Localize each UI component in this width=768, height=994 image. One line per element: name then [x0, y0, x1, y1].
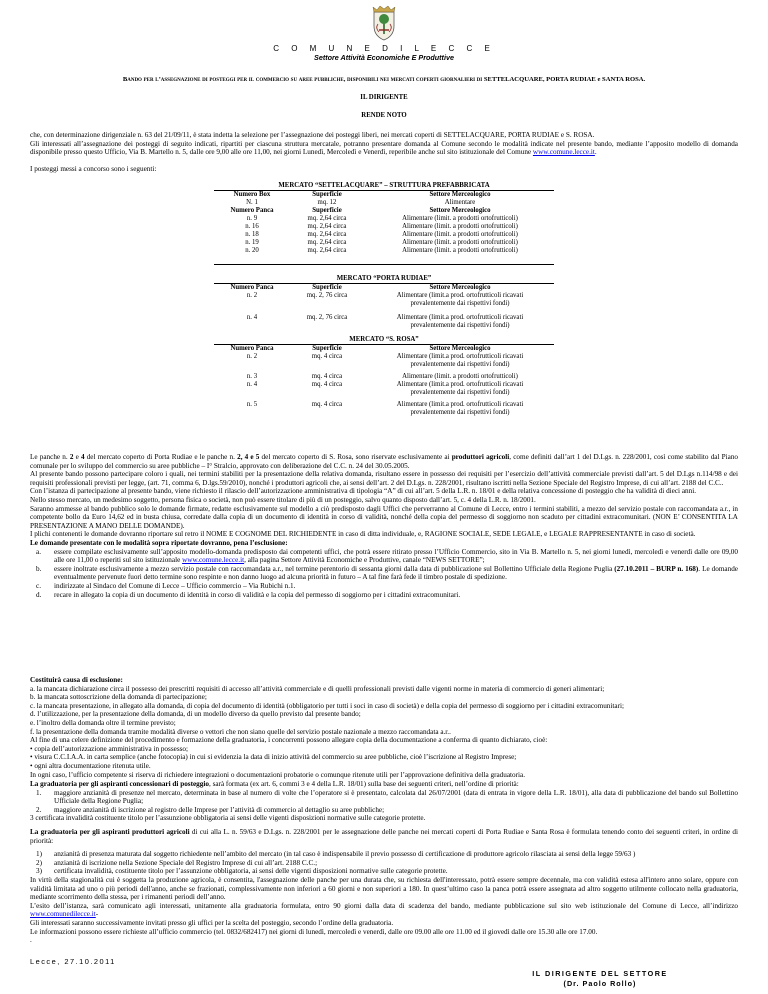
- comune-website-link[interactable]: www.comune.lecce.it: [532, 148, 595, 157]
- cell-superficie: mq. 4 circa: [311, 381, 343, 388]
- cell-superficie: mq. 4 circa: [311, 373, 343, 380]
- cell-numero: n. 9: [246, 215, 258, 222]
- comune-website-link[interactable]: www.comune.lecce.it: [182, 556, 245, 565]
- conditions-block: [30, 453, 738, 599]
- cell-superficie: mq. 2,64 circa: [307, 231, 347, 238]
- list-marker: b.: [36, 564, 42, 573]
- table-row: [222, 381, 548, 397]
- dirigente-heading: IL DIRIGENTE: [360, 94, 408, 101]
- table-row: [222, 353, 548, 369]
- esclusione-item: e. l’inoltro della domanda oltre il termine previsto;: [30, 718, 176, 727]
- graduatoria2-p2: [30, 902, 738, 919]
- cell-numero: n. 4: [246, 314, 258, 321]
- cell-superficie: mq. 2,64 circa: [307, 239, 347, 246]
- intro-block: [30, 131, 738, 173]
- bando-prefix: Bando per l’assegnazione di posteggi per il commercio su aree pubbliche, disponibili nei mercati coperti giornalieri di: [122, 76, 484, 83]
- cell-numero: n. 18: [245, 231, 259, 238]
- graduatoria1-title-rest: , sarà formata (ex art. 6, commi 3 e 4 della L.R. 18/01) sulla base dei seguenti criteri, nell’ordine di priorità:: [208, 780, 519, 788]
- intro-p1a: che, con determinazione dirigenziale n. 63 del 21/09/11, è stata indetta la selezione per l’assegnazione dei posteggi liberi, nei mercati coperti di SETTELACQUARE, PORTA RUDIAE e S. ROSA.: [30, 131, 595, 139]
- esclusione-item: In ogni caso, l’ufficio competente si riserva di richiedere integrazioni o documentazioni probatorie o comunque ritenute utili per l’approvazione definitiva della graduatoria.: [30, 770, 526, 779]
- list-marker: d.: [36, 590, 42, 599]
- graduatoria2-block: [30, 828, 738, 945]
- mercato1-title: MERCATO “SETTELACQUARE” – STRUTTURA PREFABBRICATA: [278, 182, 490, 189]
- cell-numero: n. 19: [245, 239, 259, 246]
- col-settore: Settore Merceologico: [429, 191, 491, 198]
- list-text: [54, 565, 738, 582]
- table-row: [222, 401, 548, 417]
- list-text: indirizzate al Sindaco del Comune di Lecce – Ufficio commercio – Via Rubichi n.1.: [54, 581, 296, 590]
- bando-markets: SETTELACQUARE, PORTA RUDIAE e SANTA ROSA.: [483, 76, 646, 83]
- cell-settore: Alimentare (limit.a prod. ortofrutticoli ricavati prevalentemente dai rispettivi fondi): [396, 401, 524, 416]
- cell-superficie: mq. 2,64 circa: [307, 215, 347, 222]
- body-l1-e: del mercato coperto di Porta Rudiae e le panche n.: [84, 453, 238, 461]
- list-text-a: essere inoltrate esclusivamente a mezzo servizio postale con raccomandata a.r., nel termine perentorio di sessanta giorni dalla data di pubblicazione sul Bollettino Ufficiale della Regione Puglia: [54, 564, 615, 573]
- col-settore: Settore Merceologico: [429, 345, 491, 352]
- esclusione-item: • ogni altra documentazione ritenuta utile.: [30, 761, 151, 770]
- col-superficie: Superficie: [312, 191, 342, 198]
- cell-superficie: mq. 2,64 circa: [307, 247, 347, 254]
- body-l1-a: Le panche n.: [30, 453, 70, 461]
- body-p6: I plichi contenenti le domande dovranno riportare sul retro il NOME E COGNOME DEL RICHIEDENTE in caso di ditta individuale, e, RAGIONE SOCIALE, SEDE LEGALE, e LEGALE RAPPRESENTANTE in caso di società.: [30, 530, 696, 539]
- list-text: maggiore anzianità di iscrizione al registro delle Imprese per l’attività di commercio al dettaglio su aree pubbliche;: [54, 805, 385, 814]
- body-l1-f: 2, 4 e 5: [237, 453, 260, 461]
- body-l1-h: produttori agricoli: [451, 453, 510, 461]
- body-l1-d: 4: [80, 453, 85, 461]
- table-row: [222, 373, 548, 381]
- graduatoria1-title: [30, 780, 738, 789]
- list-text-b: , alla pagina Settore Attività Economiche e Produttive, canale “NEWS SETTORE”;: [244, 556, 485, 565]
- cell-superficie: mq. 2,64 circa: [307, 223, 347, 230]
- col-superficie: Superficie: [312, 207, 342, 214]
- graduatoria1-block: [30, 780, 738, 823]
- cell-superficie: mq. 12: [317, 199, 337, 206]
- cell-numero: n. 20: [245, 247, 259, 254]
- mercato2-head: [222, 284, 548, 292]
- list-marker: 1): [36, 850, 42, 859]
- body-l1-g: del mercato coperto di S. Rosa, sono riservate esclusivamente ai: [259, 453, 452, 461]
- mercato1-bottom-rule: [214, 264, 554, 265]
- list-marker: 1.: [36, 788, 42, 797]
- list-marker: c.: [36, 581, 41, 590]
- mercato1-head1: [222, 191, 548, 199]
- mercato1-table: [222, 191, 548, 255]
- table-row: [222, 292, 548, 308]
- list-marker: 2.: [36, 805, 42, 814]
- cell-settore: Alimentare (limit. a prodotti ortofrutticoli): [402, 231, 518, 238]
- table-row: [222, 247, 548, 255]
- list-text-b: . Le domande eventualmente pervenute fuori detto termine sono respinte e non danno luogo ad alcuna priorità in futuro – A tal fine farà fede il timbro postale di spedizione.: [54, 564, 738, 582]
- list-text: anzianità di presenza maturata dal soggetto richiedente nell’ambito del mercato (in tal caso è indispensabile il previo possesso di certificazione di produttore agricolo rilasciata ai sensi della legge 59/63 ): [54, 850, 636, 859]
- cell-settore: Alimentare (limit. a prodotti ortofrutticoli): [402, 223, 518, 230]
- list-text: [54, 548, 738, 565]
- graduatoria2-p1: In virtù della stagionalità cui è soggetta la produzione agricola, è consentita, l'assegnazione delle panche per una durata che, su richiesta dell'interessato, potrà essere sempre decennale, ma con validità estesa all'intero anno solare, oppure con validità limitata ad uno o più periodi dell'anno, anche se frazionati, complessivamente non inferiori a 60 giorni e non superiori a 180. In quest’ultimo caso la panca potrà essere assegnata ad altro soggetto utilmente collocato nella graduatoria, mediante scorrimento della stessa, per i rimanenti periodi dell’anno.: [30, 875, 738, 902]
- cell-numero: n. 4: [246, 381, 258, 388]
- cell-settore: Alimentare (limit. a prodotti ortofrutticoli): [402, 239, 518, 246]
- list-text-a: essere compilate esclusivamente sull’apposito modello-domanda predisposto dai competenti uffici, che potrà essere ritirato presso l’Ufficio Commercio, sito in Via B. Martello n. 5, nei giorni lunedì, mercoledì e venerdì dalle ore 09,00 alle ore 11,00 o reperiti sul sito istituzionale: [54, 547, 738, 565]
- list-item: [30, 591, 738, 600]
- col-settore: Settore Merceologico: [429, 284, 491, 291]
- list-marker: a.: [36, 547, 41, 556]
- esclusione-title: Costituirà causa di esclusione:: [30, 676, 123, 684]
- cell-superficie: mq. 4 circa: [311, 353, 343, 360]
- settore-subtitle: Settore Attività Economiche E Produttive: [314, 53, 454, 62]
- body-p4: Nello stesso mercato, un medesimo soggetto, persona fisica o società, non può essere titolare di più di un posteggio, salvo quanto disposto dall’art. 5, c. 4 della L.R. n. 18/2001.: [30, 495, 536, 504]
- body-l1-c: e: [73, 453, 81, 461]
- mercato3-head: [222, 345, 548, 353]
- rende-noto-heading: RENDE NOTO: [361, 112, 407, 119]
- intro-p1b-text: Gli interessati all’assegnazione dei posteggi di seguito indicati, ripartiti per ciascuna struttura mercatale, potranno presentare domanda al Comune secondo le modalità indicate nel presente bando, mediante l’apposito modello di domanda disponibile presso questo Ufficio, Via B. Martello n. 5, dalle ore 9,00 alle ore 11,00, nei giorni Lunedì, Mercoledì e Venerdì, reperibile anche sul sito istituzionale del Comune: [30, 139, 738, 157]
- cell-numero: N. 1: [246, 199, 258, 206]
- intro-p2: I posteggi messi a concorso sono i seguenti:: [30, 164, 157, 173]
- esclusione-item: a. la mancata dichiarazione circa il possesso dei prescritti requisiti di accesso all’attività commerciale e di quelli professionali previsti dalle vigenti norme in materia di commercio di generi alimentari;: [30, 684, 605, 693]
- table-row: [222, 231, 548, 239]
- list-text-bold: (27.10.2011 – BURP n. 168): [614, 564, 699, 573]
- cell-settore: Alimentare (limit.a prod. ortofrutticoli ricavati prevalentemente dai rispettivi fondi): [396, 314, 524, 329]
- cell-numero: n. 2: [246, 292, 258, 299]
- list-item: [30, 850, 738, 859]
- list-item: [30, 582, 738, 591]
- bando-title: [20, 76, 748, 85]
- signature-name: (Dr. Paolo Rollo): [563, 979, 637, 988]
- cell-superficie: mq. 2, 76 circa: [306, 292, 348, 299]
- graduatoria2-title: [30, 828, 738, 845]
- mercato3-title: MERCATO “S. ROSA”: [349, 336, 419, 343]
- graduatoria2-p3: Gli interessati saranno successivamente invitati presso gli uffici per la scelta del posteggio, secondo l’ordine della graduatoria.: [30, 918, 394, 927]
- intro-p1b: [30, 140, 738, 157]
- esclusione-block: [30, 676, 738, 779]
- graduatoria2-p2-end: -: [95, 910, 99, 919]
- cell-numero: n. 3: [246, 373, 258, 380]
- esclusione-item: d. l’utilizzazione, per la presentazione della domanda, di un modello diverso da quello previsto dal presente bando;: [30, 710, 361, 719]
- body-p7: Le domande presentate con le modalità sopra riportate dovranno, pena l’esclusione:: [30, 538, 288, 547]
- cell-superficie: mq. 2, 76 circa: [306, 314, 348, 321]
- comune-title: C O M U N E D I L E C C E: [273, 44, 495, 53]
- list-item: [30, 806, 738, 815]
- cell-settore: Alimentare (limit. a prodotti ortofrutticoli): [402, 247, 518, 254]
- body-l1-b: 2: [69, 453, 74, 461]
- body-l1: [30, 453, 738, 470]
- cell-superficie: mq. 4 circa: [311, 401, 343, 408]
- graduatoria1-title-bold: La graduatoria per gli aspiranti concessionari di posteggio: [30, 780, 209, 788]
- signature-title: IL DIRIGENTE DEL SETTORE: [532, 969, 668, 978]
- esclusione-item: c. la mancata presentazione, in allegato alla domanda, di copia del documento di identità (obbligatorio per tutti i soci in caso di società) e della copia del permesso di soggiorno per i cittadini extracomunitari;: [30, 701, 624, 710]
- table-row: [222, 223, 548, 231]
- cell-settore: Alimentare (limit. a prodotti ortofrutticoli): [402, 215, 518, 222]
- cell-settore: Alimentare (limit.a prod. ortofrutticoli ricavati prevalentemente dai rispettivi fondi): [396, 353, 524, 368]
- col-superficie: Superficie: [312, 284, 342, 291]
- col-superficie: Superficie: [312, 345, 342, 352]
- list-item: [30, 565, 738, 582]
- graduatoria2-p2-text: L’esito dell’istanza, sarà comunicato agli interessati, unitamente alla graduatoria formulata, entro 90 giorni dalla data di scadenza del bando, mediante pubblicazione sul sito web istituzionale del Comune di Lecce, all’indirizzo: [30, 901, 738, 910]
- list-item: [30, 867, 738, 876]
- esclusione-item: b. la mancata sottoscrizione della domanda di partecipazione;: [30, 693, 207, 702]
- col-numero-panca: Numero Panca: [230, 284, 274, 291]
- cell-settore: Alimentare (limit.a prod. ortofrutticoli ricavati prevalentemente dai rispettivi fondi): [396, 381, 524, 396]
- body-l1-i: , come definiti dall’art 1 del D.Lgs. n. 228/2001, così come stabilito dal Piano comunale per lo sviluppo del commercio su aree pubbliche – I° Stralcio, approvato con deliberazione del C.C. n. 24 del 30.05.2005.: [30, 453, 739, 470]
- col-numero-panca: Numero Panca: [230, 207, 274, 214]
- list-text: recare in allegato la copia di un documento di identità in corso di validità e la copia del permesso di soggiorno per i cittadini extracomunitari.: [54, 590, 461, 599]
- body-p3: Con l’istanza di partecipazione al presente bando, viene richiesto il rilascio dell’autorizzazione amministrativa di tipologia “A” di cui all’art. 5 della L.R. n. 18/01 e della relativa concessione di posteggio che ha validità di dieci anni.: [30, 487, 697, 496]
- col-settore: Settore Merceologico: [429, 207, 491, 214]
- table-row: [222, 199, 548, 207]
- graduatoria1-tail: 3 certificata invalidità costituente titolo per l’assunzione obbligatoria ai sensi delle vigenti disposizioni normative sulle categorie protette.: [30, 814, 426, 823]
- cell-numero: n. 2: [246, 353, 258, 360]
- graduatoria2-title-bold: La graduatoria per gli aspiranti produttori agricoli: [30, 828, 190, 836]
- esclusione-item: • visura C.C.I.A.A. in carta semplice (anche fotocopia) in cui si evidenzia la data di inizio attività del commercio su aree pubbliche, cioè l’iscrizione al Registro Imprese;: [30, 753, 517, 762]
- list-marker: 3): [36, 867, 42, 876]
- body-p2: Al presente bando possono partecipare coloro i quali, nei termini stabiliti per la presentazione della relativa domanda, risultano essere in possesso dei requisiti per l’esercizio dell’attività commerciale previsti dall’art. 5 del D.Lgs n.114/98 e dei requisiti professionali previsti per legge, (art. 71, comma 6, D.lgs.59/2010), nonché i produttori agricoli che, ai sensi dell’art. 2 del D.Lgs. n. 228/2001, risultano iscritti nella Sezione Speciale del Registro Imprese, di cui all’art. 2188 del C.C..: [30, 470, 738, 487]
- document-date: Lecce, 27.10.2011: [30, 957, 116, 966]
- esclusione-item: Al fine di una celere definizione del procedimento e formazione della graduatoria, i concorrenti possono allegare copia della documentazione a conferma di quanto dichiarato, cioè:: [30, 736, 548, 745]
- col-numero-panca: Numero Panca: [230, 345, 274, 352]
- mercato3-table: [222, 345, 548, 417]
- list-item: [30, 859, 738, 868]
- table-row: [222, 314, 548, 330]
- city-crest-icon: [369, 4, 399, 42]
- list-text: certificata invalidità, costituente titolo per l’assunzione obbligatoria, ai sensi delle vigenti disposizioni normative sulle categorie protette.: [54, 867, 448, 876]
- cell-settore: Alimentare: [444, 199, 476, 206]
- esclusione-item: • copia dell’autorizzazione amministrativa in possesso;: [30, 744, 188, 753]
- col-numero-box: Numero Box: [233, 191, 271, 198]
- cell-settore: Alimentare (limit. a prodotti ortofrutticoli): [402, 373, 518, 380]
- graduatoria2-p5: .: [30, 936, 32, 945]
- cell-numero: n. 16: [245, 223, 259, 230]
- intro-p1-end: .: [594, 148, 597, 157]
- list-text: anzianità di iscrizione nella Sezione Speciale del Registro Imprese di cui all’art. 2188 C.C.;: [54, 858, 318, 867]
- table-row: [222, 239, 548, 247]
- esclusione-item: f. la presentazione della domanda tramite modalità diverse o vettori che non siano quelle del servizio postale nazionale a mezzo raccomandata a.r..: [30, 727, 451, 736]
- mercato2-table: [222, 284, 548, 330]
- mercato2-title: MERCATO “PORTA RUDIAE”: [336, 275, 432, 282]
- list-item: [30, 789, 738, 806]
- cell-settore: Alimentare (limit.a prod. ortofrutticoli ricavati prevalentemente dai rispettivi fondi): [396, 292, 524, 307]
- mercato1-head2: [222, 207, 548, 215]
- list-text: maggiore anzianità di presenze nel mercato, determinata in base al numero di volte che l’operatore si è presentato, calcolata dal 26/07/2001 (data di entrata in vigore della L.R. 18/01), alla data di pubblicazione del bando sul Bollettino Ufficiale della Regione Puglia;: [54, 788, 738, 806]
- cell-numero: n. 5: [246, 401, 258, 408]
- comunedilecce-website-link[interactable]: www.comunedilecce.it: [30, 910, 96, 919]
- body-p5: Saranno ammesse al bando pubblico solo le domande firmate, redatte esclusivamente sul modello a ciò predisposto dagli Uffici che perverranno al Comune di Lecce, entro i termini stabiliti, a mezzo del servizio postale con raccomandata a.r., in competente bollo da Euro 14,62 ed in busta chiusa, corredate dalla copia di un documento di identità in corso di validità, nonché della copia del permesso di soggiorno non scaduto per cittadini extracomunitari. (NON E’ CONSENTITA LA PRESENTAZIONE A MANO DELLE DOMANDE).: [30, 504, 738, 530]
- list-item: [30, 548, 738, 565]
- graduatoria2-p4: Le informazioni possono essere richieste all’ufficio commercio (tel. 0832/682417) nei giorni di lunedì, mercoledì e venerdì, dalle ore 09.00 alle ore 11.00 ed il giovedì dalle ore 15.30 alle ore 17.00.: [30, 927, 598, 936]
- graduatoria2-title-rest: di cui alla L. n. 59/63 e D.Lgs. n. 228/2001 per le assegnazione delle panche nei mercati coperti di Porta Rudiae e Santa Rosa è formulata tenendo conto dei seguenti criteri, in ordine di priorità:: [30, 828, 738, 845]
- list-marker: 2): [36, 858, 42, 867]
- table-row: [222, 215, 548, 223]
